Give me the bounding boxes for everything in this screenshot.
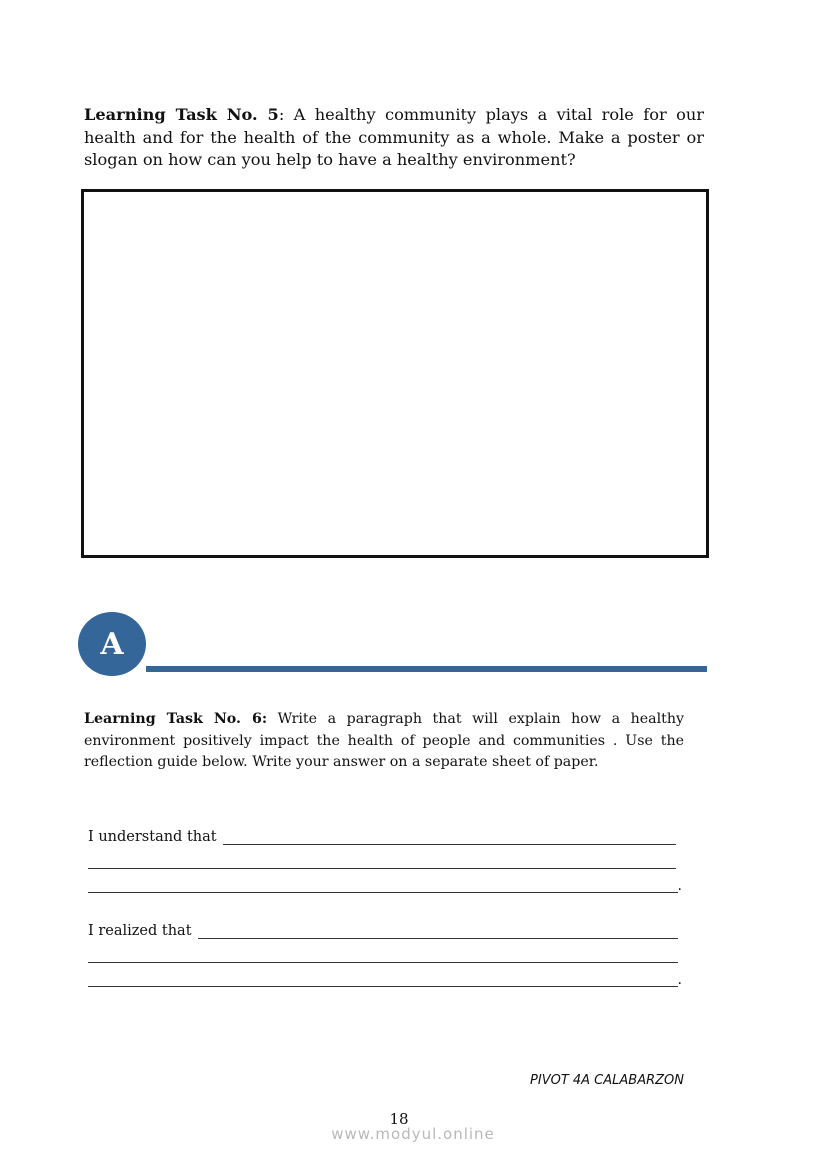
- answer-rule[interactable]: [88, 970, 678, 987]
- understand-line-1[interactable]: [88, 825, 676, 845]
- learning-task-5: [84, 104, 704, 172]
- section-divider-line: [146, 666, 707, 672]
- end-period: .: [677, 972, 682, 988]
- answer-rule[interactable]: [88, 946, 678, 963]
- watermark: www.modyul.online: [331, 1125, 495, 1143]
- understand-prompt: I understand that: [88, 829, 217, 845]
- realized-prompt: I realized that: [88, 923, 192, 939]
- understand-line-2[interactable]: [88, 849, 676, 869]
- understand-line-3[interactable]: [88, 873, 682, 893]
- answer-rule[interactable]: [198, 922, 678, 939]
- answer-rule[interactable]: [223, 828, 676, 845]
- task6-label: Learning Task No. 6:: [84, 711, 268, 727]
- section-a-letter: A: [100, 626, 124, 662]
- task6-text: Write a paragraph that will explain how a healthy environment positively impact the health of people and communities . Use the reflection guide below. Write your answer on a separate sheet of paper.: [84, 711, 684, 770]
- answer-rule[interactable]: [88, 852, 676, 869]
- answer-rule[interactable]: [88, 876, 678, 893]
- learning-task-6: [84, 709, 684, 774]
- footer-brand: PIVOT 4A CALABARZON: [530, 1073, 684, 1088]
- section-a-badge: [78, 612, 146, 676]
- realized-line-3[interactable]: [88, 967, 682, 987]
- realized-line-1[interactable]: [88, 919, 678, 939]
- task5-label: Learning Task No. 5: [84, 105, 279, 124]
- realized-line-2[interactable]: [88, 943, 678, 963]
- page-number: 18: [389, 1110, 409, 1128]
- poster-answer-box[interactable]: [81, 189, 709, 558]
- task5-text: : A healthy community plays a vital role for our health and for the health of the community as a whole. Make a poster or slogan on how can you help to have a healthy environment?: [84, 105, 705, 169]
- end-period: .: [677, 878, 682, 894]
